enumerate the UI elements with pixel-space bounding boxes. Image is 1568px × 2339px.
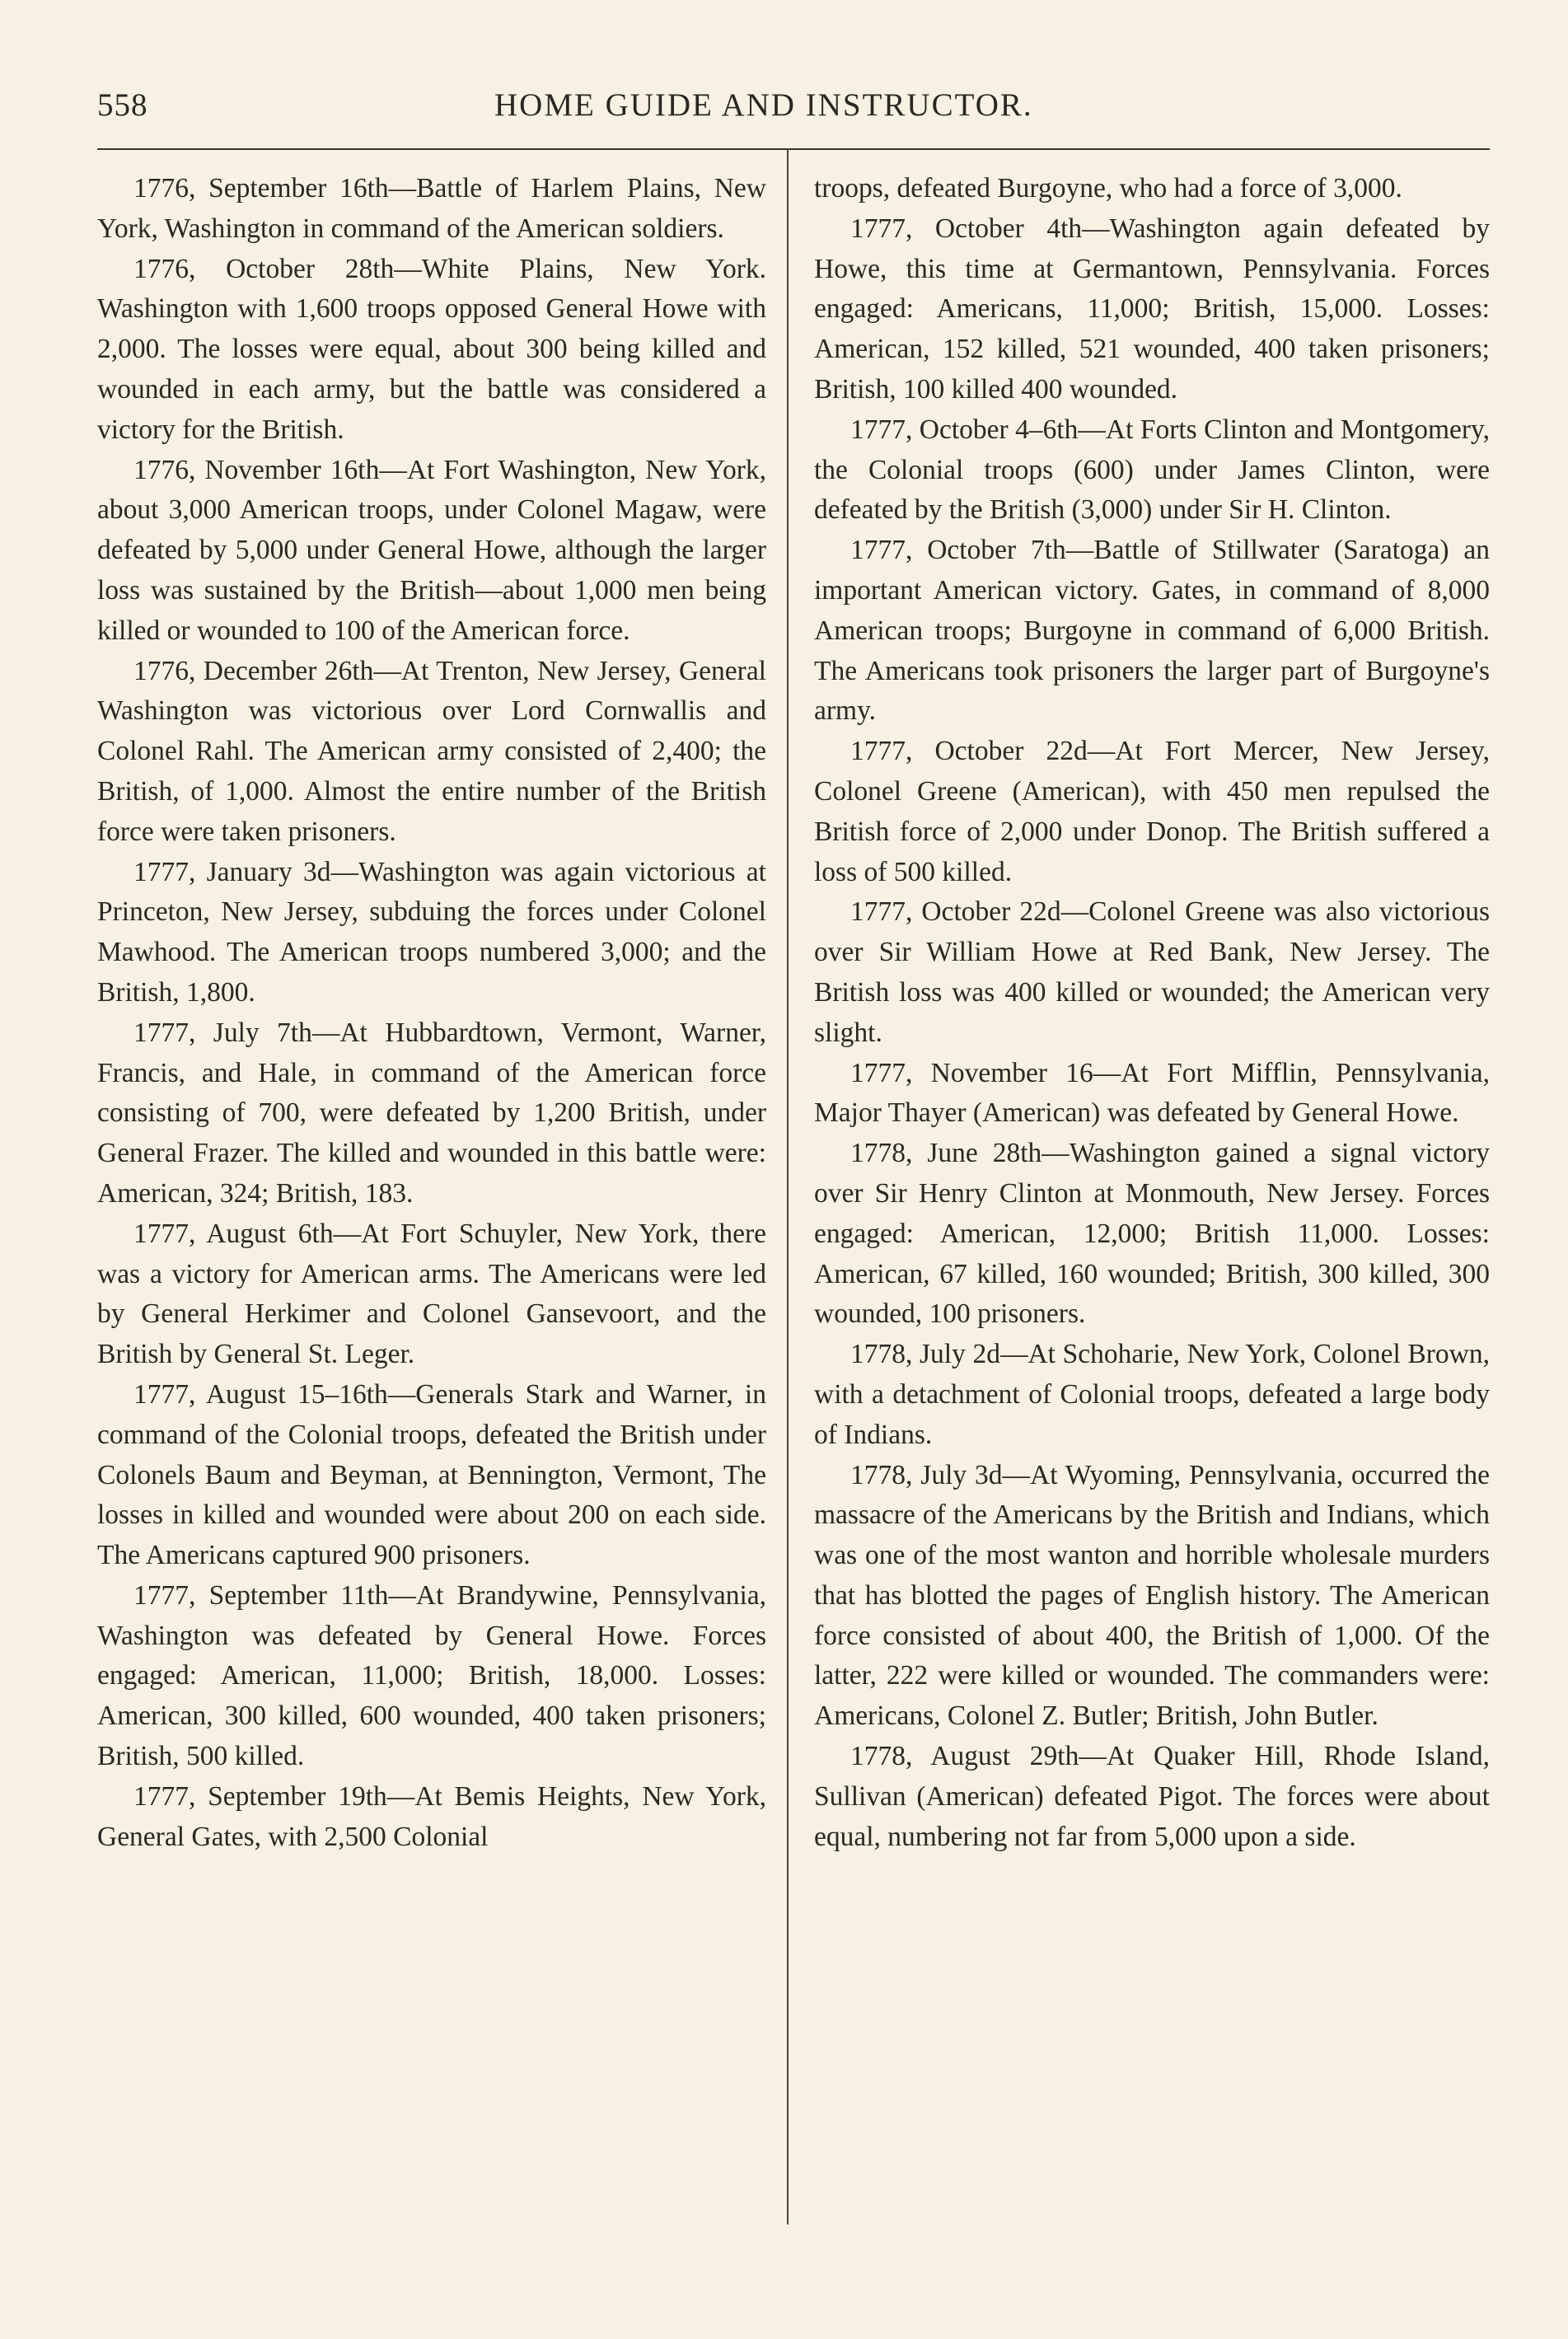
chronology-entry: 1777, October 4th—Washington again defeated by Howe, this time at Germantown, Pennsylvania. Forces engaged: Americans, 11,000; British, 15,000. Losses: American, 152 killed, 521 wounded, 400 taken prisoners; British, 100 killed 400 wounded.	[814, 213, 1490, 405]
continued-entry: troops, defeated Burgoyne, who had a force of 3,000.	[814, 173, 1402, 203]
running-head: HOME GUIDE AND INSTRUCTOR.	[494, 87, 1033, 123]
chronology-entry: 1778, August 29th—At Quaker Hill, Rhode Island, Sullivan (American) defeated Pigot. The forces were about equal, numbering not far from 5,000 upon a side.	[814, 1741, 1490, 1852]
left-column	[97, 169, 766, 1857]
chronology-entry: 1777, October 7th—Battle of Stillwater (Saratoga) an important American victory. Gates, in command of 8,000 American troops; Burgoyne in command of 6,000 British. The Americans took prisoners the larger part of Burgoyne's army.	[814, 535, 1490, 727]
chronology-entry: 1777, August 15–16th—Generals Stark and Warner, in command of the Colonial troops, defeated the British under Colonels Baum and Beyman, at Bennington, Vermont, The losses in killed and wounded were about 200 on each side. The Americans captured 900 prisoners.	[97, 1378, 766, 1571]
chronology-entry: 1777, September 19th—At Bemis Heights, New York, General Gates, with 2,500 Colonial	[97, 1780, 766, 1852]
page-number: 558	[97, 87, 148, 123]
chronology-entry: 1777, October 4–6th—At Forts Clinton and Montgomery, the Colonial troops (600) under James Clinton, were defeated by the British (3,000) under Sir H. Clinton.	[814, 414, 1490, 526]
chronology-entry: 1777, October 22d—At Fort Mercer, New Jersey, Colonel Greene (American), with 450 men repulsed the British force of 2,000 under Donop. The British suffered a loss of 500 killed.	[814, 736, 1490, 887]
chronology-entry: 1776, December 26th—At Trenton, New Jersey, General Washington was victorious over Lord Cornwallis and Colonel Rahl. The American army consisted of 2,400; the British, of 1,000. Almost the entire number of the British force were taken prisoners.	[97, 655, 766, 847]
chronology-entry: 1778, July 3d—At Wyoming, Pennsylvania, occurred the massacre of the Americans by the British and Indians, which was one of the most wanton and horrible wholesale murders that has blotted the pages of English history. The American force consisted of about 400, the British of 1,000. Of the latter, 222 were killed or wounded. The commanders were: Americans, Colonel Z. Butler; British, John Butler.	[814, 1459, 1490, 1732]
header-rule	[97, 148, 1490, 150]
chronology-entry: 1777, November 16—At Fort Mifflin, Pennsylvania, Major Thayer (American) was defeated by General Howe.	[814, 1057, 1490, 1129]
chronology-entry: 1777, July 7th—At Hubbardtown, Vermont, Warner, Francis, and Hale, in command of the American force consisting of 700, were defeated by 1,200 British, under General Frazer. The killed and wounded in this battle were: American, 324; British, 183.	[97, 1017, 766, 1209]
chronology-entry: 1778, June 28th—Washington gained a signal victory over Sir Henry Clinton at Monmouth, New Jersey. Forces engaged: American, 12,000; British 11,000. Losses: American, 67 killed, 160 wounded; British, 300 killed, 300 wounded, 100 prisoners.	[814, 1138, 1490, 1330]
chronology-entry: 1778, July 2d—At Schoharie, New York, Colonel Brown, with a detachment of Colonial troops, defeated a large body of Indians.	[814, 1339, 1490, 1450]
chronology-entry: 1777, October 22d—Colonel Greene was also victorious over Sir William Howe at Red Bank, New Jersey. The British loss was 400 killed or wounded; the American very slight.	[814, 896, 1490, 1048]
chronology-entry: 1777, September 11th—At Brandywine, Pennsylvania, Washington was defeated by General Howe. Forces engaged: American, 11,000; British, 18,000. Losses: American, 300 killed, 600 wounded, 400 taken prisoners; British, 500 killed.	[97, 1579, 766, 1772]
right-column	[814, 169, 1490, 1857]
chronology-entry: 1776, November 16th—At Fort Washington, New York, about 3,000 American troops, under Colonel Magaw, were defeated by 5,000 under General Howe, although the larger loss was sustained by the British—about 1,000 men being killed or wounded to 100 of the American force.	[97, 454, 766, 646]
chronology-entry: 1776, September 16th—Battle of Harlem Plains, New York, Washington in command of the American soldiers.	[97, 173, 766, 244]
chronology-entry: 1776, October 28th—White Plains, New York. Washington with 1,600 troops opposed General Howe with 2,000. The losses were equal, about 300 being killed and wounded in each army, but the battle was considered a victory for the British.	[97, 253, 766, 445]
chronology-entry: 1777, August 6th—At Fort Schuyler, New York, there was a victory for American arms. The Americans were led by General Herkimer and Colonel Gansevoort, and the British by General St. Leger.	[97, 1218, 766, 1370]
column-divider	[787, 148, 789, 2224]
chronology-entry: 1777, January 3d—Washington was again victorious at Princeton, New Jersey, subduing the forces under Colonel Mawhood. The American troops numbered 3,000; and the British, 1,800.	[97, 856, 766, 1008]
